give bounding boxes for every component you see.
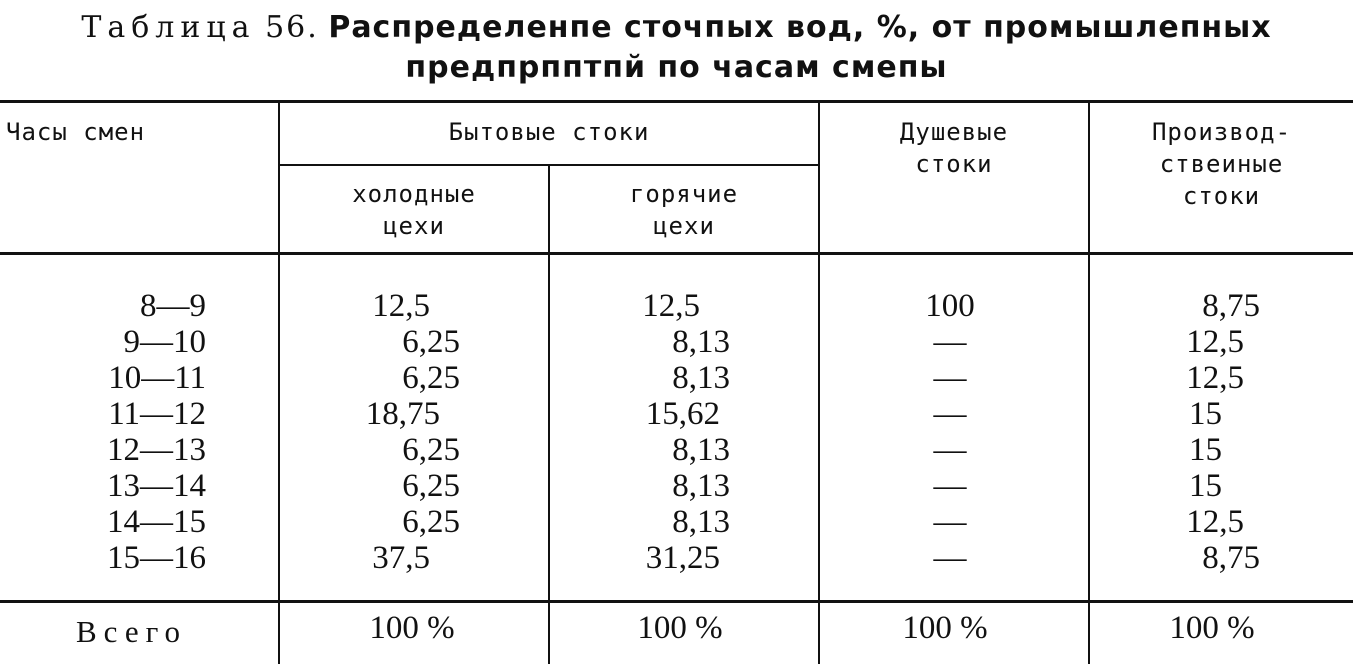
total-hot: 100 % <box>637 610 723 646</box>
cell-hours: 12—13 <box>107 432 206 468</box>
cell-hot: 8,13 <box>672 504 730 540</box>
header-bottom-rule <box>0 252 1353 255</box>
cell-production: 12,5 <box>1186 324 1244 360</box>
cell-shower: — <box>933 468 967 504</box>
cell-cold: 18,75 <box>365 396 440 432</box>
cell-hot: 8,13 <box>672 360 730 396</box>
cell-hot: 31,25 <box>645 540 720 576</box>
cell-cold: 6,25 <box>402 360 460 396</box>
cell-cold: 37,5 <box>372 540 430 576</box>
total-production: 100 % <box>1169 610 1255 646</box>
cell-production: 8,75 <box>1202 540 1260 576</box>
cell-hours: 8—9 <box>140 288 206 324</box>
cell-shower: — <box>933 324 967 360</box>
cell-hours: 9—10 <box>123 324 206 360</box>
header-hours: Часы смен <box>6 118 146 146</box>
totals-label: Всего <box>76 614 188 649</box>
cell-hours: 15—16 <box>107 540 206 576</box>
table-caption <box>0 8 1353 88</box>
header-domestic: Бытовые стоки <box>448 118 650 146</box>
cell-hot: 15,62 <box>645 396 720 432</box>
cell-shower: — <box>933 360 967 396</box>
header-hot-shops: горячие цехи <box>629 180 739 240</box>
cell-cold: 6,25 <box>402 432 460 468</box>
cell-production: 15 <box>1189 396 1222 432</box>
cell-hot: 12,5 <box>642 288 700 324</box>
totals-rule <box>0 600 1353 603</box>
column-divider-3 <box>818 100 820 664</box>
cell-hours: 14—15 <box>107 504 206 540</box>
cell-production: 15 <box>1189 468 1222 504</box>
cell-cold: 6,25 <box>402 324 460 360</box>
cell-shower: — <box>933 432 967 468</box>
header-cold-shops: холодные цехи <box>352 180 476 240</box>
total-shower: 100 % <box>902 610 988 646</box>
caption-title-line2: предпрпптпй по часам смепы <box>405 50 948 85</box>
top-rule <box>0 100 1353 103</box>
cell-shower: 100 <box>925 288 975 324</box>
cell-hot: 8,13 <box>672 468 730 504</box>
cell-production: 8,75 <box>1202 288 1260 324</box>
cell-shower: — <box>933 540 967 576</box>
cell-production: 12,5 <box>1186 360 1244 396</box>
cell-cold: 6,25 <box>402 468 460 504</box>
header-production: Производ- ствеиные стоки <box>1151 118 1292 210</box>
caption-title: Распределенпе сточпых вод, %, от промышлепных <box>328 10 1272 45</box>
cell-hours: 10—11 <box>108 360 206 396</box>
caption-number: 56. <box>265 10 319 45</box>
cell-hot: 8,13 <box>672 324 730 360</box>
cell-hours: 11—12 <box>108 396 206 432</box>
cell-production: 15 <box>1189 432 1222 468</box>
caption-label: Таблица <box>81 10 256 45</box>
cell-shower: — <box>933 396 967 432</box>
total-cold: 100 % <box>369 610 455 646</box>
cell-hours: 13—14 <box>107 468 206 504</box>
cell-cold: 12,5 <box>372 288 430 324</box>
cell-shower: — <box>933 504 967 540</box>
cell-production: 12,5 <box>1186 504 1244 540</box>
cell-hot: 8,13 <box>672 432 730 468</box>
header-shower: Душевые стоки <box>899 118 1009 178</box>
cell-cold: 6,25 <box>402 504 460 540</box>
